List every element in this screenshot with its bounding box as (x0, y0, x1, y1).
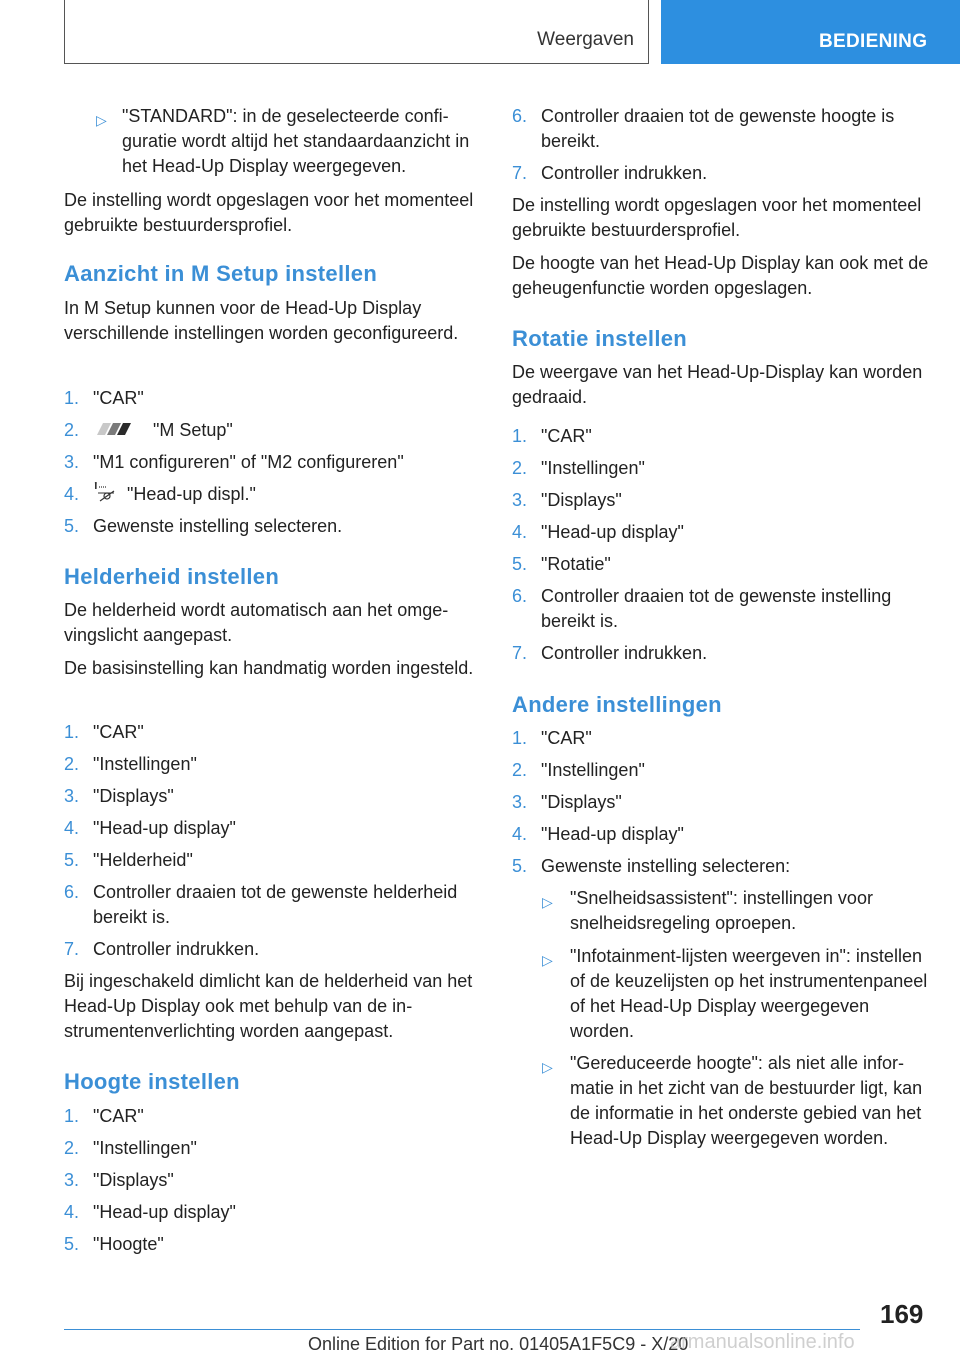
header-section: BEDIENING (819, 31, 928, 52)
m-logo-icon (93, 423, 139, 435)
section-heading: Aanzicht in M Setup instellen (64, 261, 378, 286)
triangle-bullet-icon: ▷ (542, 952, 553, 968)
paragraph: In M Setup kunnen voor de Head-Up Display verschillende instellingen worden geconfigureerd. (64, 298, 459, 343)
watermark: armanualsonline.info (670, 1331, 855, 1353)
triangle-bullet-icon: ▷ (96, 112, 107, 128)
triangle-bullet-icon: ▷ (542, 894, 553, 910)
paragraph: De hoogte van het Head-Up Display kan ook met de geheugenfunctie worden opgeslagen. (512, 253, 929, 298)
section-heading: Helderheid instellen (64, 564, 280, 589)
paragraph: De weergave van het Head-Up-Display kan worden gedraaid. (512, 362, 923, 407)
section-heading: Rotatie instellen (512, 326, 688, 351)
paragraph: De instelling wordt opgeslagen voor het momenteel gebruikte bestuurdersprofiel. (512, 195, 922, 240)
section-heading: Hoogte instellen (64, 1069, 240, 1094)
header-title-box (64, 0, 649, 64)
head-up-display-icon (93, 482, 117, 502)
page-number: 169 (880, 1299, 924, 1329)
paragraph: De basisinstelling kan handmatig worden ingesteld. (64, 658, 474, 678)
triangle-bullet-icon: ▷ (542, 1059, 553, 1075)
header-title: Weergaven (537, 29, 634, 50)
paragraph: De instelling wordt opgeslagen voor het momenteel gebruikte bestuurdersprofiel. (64, 190, 474, 235)
header-section-tab (661, 0, 960, 64)
section-heading: Andere instellingen (512, 692, 722, 717)
footer-edition: Online Edition for Part no. 01405A1F5C9 - X/20 (308, 1334, 689, 1354)
paragraph: De helderheid wordt automatisch aan het omgevingslicht aangepast. (64, 600, 449, 645)
paragraph: Bij ingeschakeld dimlicht kan de helderheid van het Head-Up Display ook met behulp van de instrumentenverlichting worden aangepast. (64, 971, 473, 1041)
footer-divider (64, 1329, 860, 1330)
